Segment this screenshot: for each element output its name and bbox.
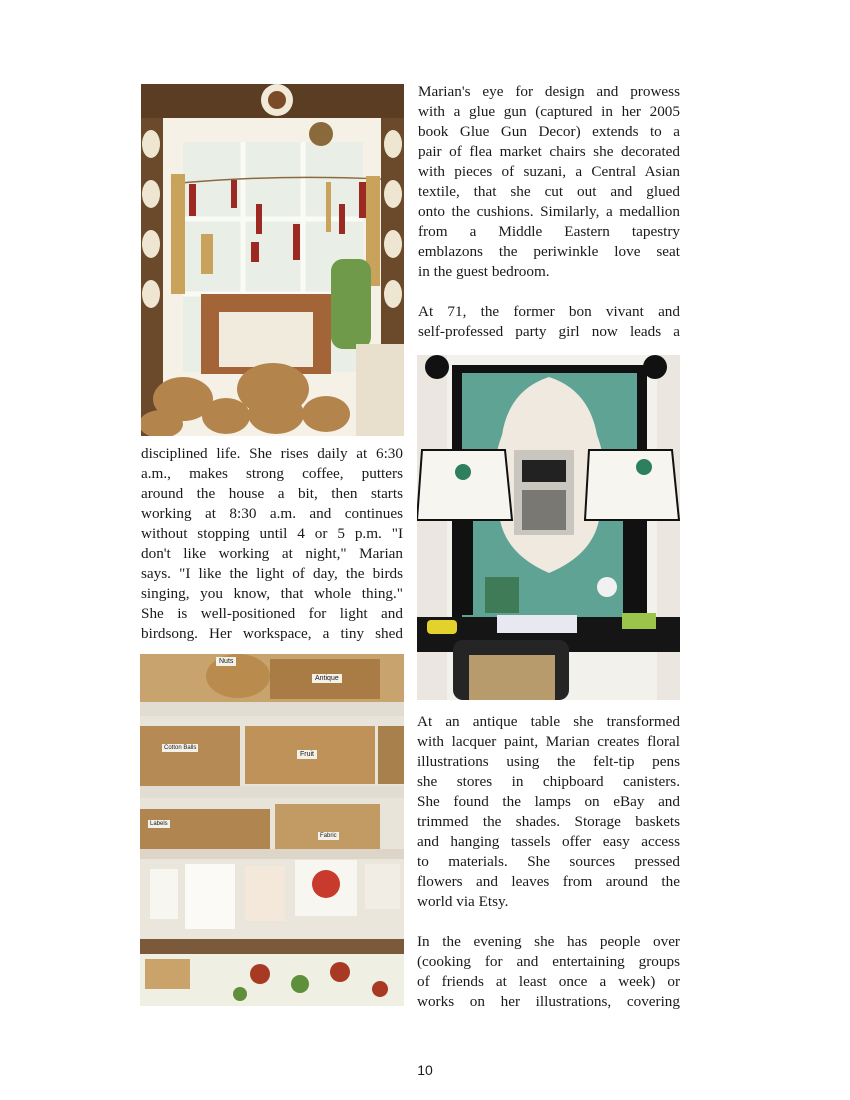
text-line: she stores in chipboard canisters. (417, 773, 680, 790)
article-text-routine (141, 444, 403, 644)
text-line: flowers and leaves from around the (417, 873, 680, 890)
text-line: In the evening she has people over (417, 933, 680, 950)
text-line: disciplined life. She rises daily at 6:30 (141, 445, 403, 462)
text-line: She found the lamps on eBay and (417, 793, 680, 810)
text-line: of friends at least once a week) or (417, 973, 680, 990)
text-line: with lacquer paint, Marian creates floral (417, 733, 680, 750)
photo-shelves-baskets (140, 654, 404, 1006)
text-line: At 71, the former bon vivant and (418, 303, 680, 320)
text-line: Marian's eye for design and prowess (418, 83, 680, 100)
text-line: a.m., makes strong coffee, putters (141, 465, 403, 482)
text-line: without stopping until 4 or 5 p.m. "I (141, 525, 403, 542)
text-line: world via Etsy. (417, 893, 509, 910)
text-line: from a Middle Eastern tapestry (418, 223, 680, 240)
text-line: illustrations using the felt-tip pens (417, 753, 680, 770)
text-line: to materials. She sources pressed (417, 853, 680, 870)
text-line: in the guest bedroom. (418, 263, 550, 280)
photo-window-tassels (141, 84, 404, 436)
text-line: birdsong. Her workspace, a tiny shed (141, 625, 403, 642)
basket-label: Nuts (216, 657, 236, 666)
basket-label: Cotton Balls (164, 745, 197, 751)
text-line: and hanging tassels offer easy access (417, 833, 680, 850)
text-line: pair of flea market chairs she decorated (418, 143, 680, 160)
text-line: emblazons the periwinkle love seat (418, 243, 680, 260)
text-line: says. "I like the light of day, the birds (141, 565, 403, 582)
page-number: 10 (417, 1062, 433, 1078)
article-text-intro (418, 82, 680, 282)
text-line: trimmed the shades. Storage baskets (417, 813, 680, 830)
basket-label: Fabric (320, 833, 337, 839)
text-line: works on her illustrations, covering (417, 993, 680, 1010)
text-line: onto the cushions. Similarly, a medallion (418, 203, 680, 220)
basket-label: Fruit (297, 750, 317, 759)
text-line: (cooking for and entertaining groups (417, 953, 680, 970)
text-line: with pieces of suzani, a Central Asian (418, 163, 680, 180)
basket-label: Antique (312, 674, 342, 683)
text-line: working at 8:30 a.m. and continues (141, 505, 403, 522)
text-line: self-professed party girl now leads a (418, 323, 680, 340)
text-line: don't like working at night," Marian (141, 545, 403, 562)
text-line: book Glue Gun Decor) extends to a (418, 123, 680, 140)
text-line: singing, you know, that whole thing." (141, 585, 403, 602)
basket-label: Labels (150, 821, 168, 827)
text-line: around the house a bit, then starts (141, 485, 403, 502)
article-text-evening (417, 932, 680, 1012)
text-line: textile, that she cut out and glued (418, 183, 680, 200)
text-line: At an antique table she transformed (417, 713, 680, 730)
article-text-table (417, 712, 680, 912)
text-line: with a glue gun (captured in her 2005 (418, 103, 680, 120)
article-text-age (418, 302, 680, 342)
photo-desk-mirror-lamps (417, 355, 680, 700)
text-line: She is well-positioned for light and (141, 605, 403, 622)
